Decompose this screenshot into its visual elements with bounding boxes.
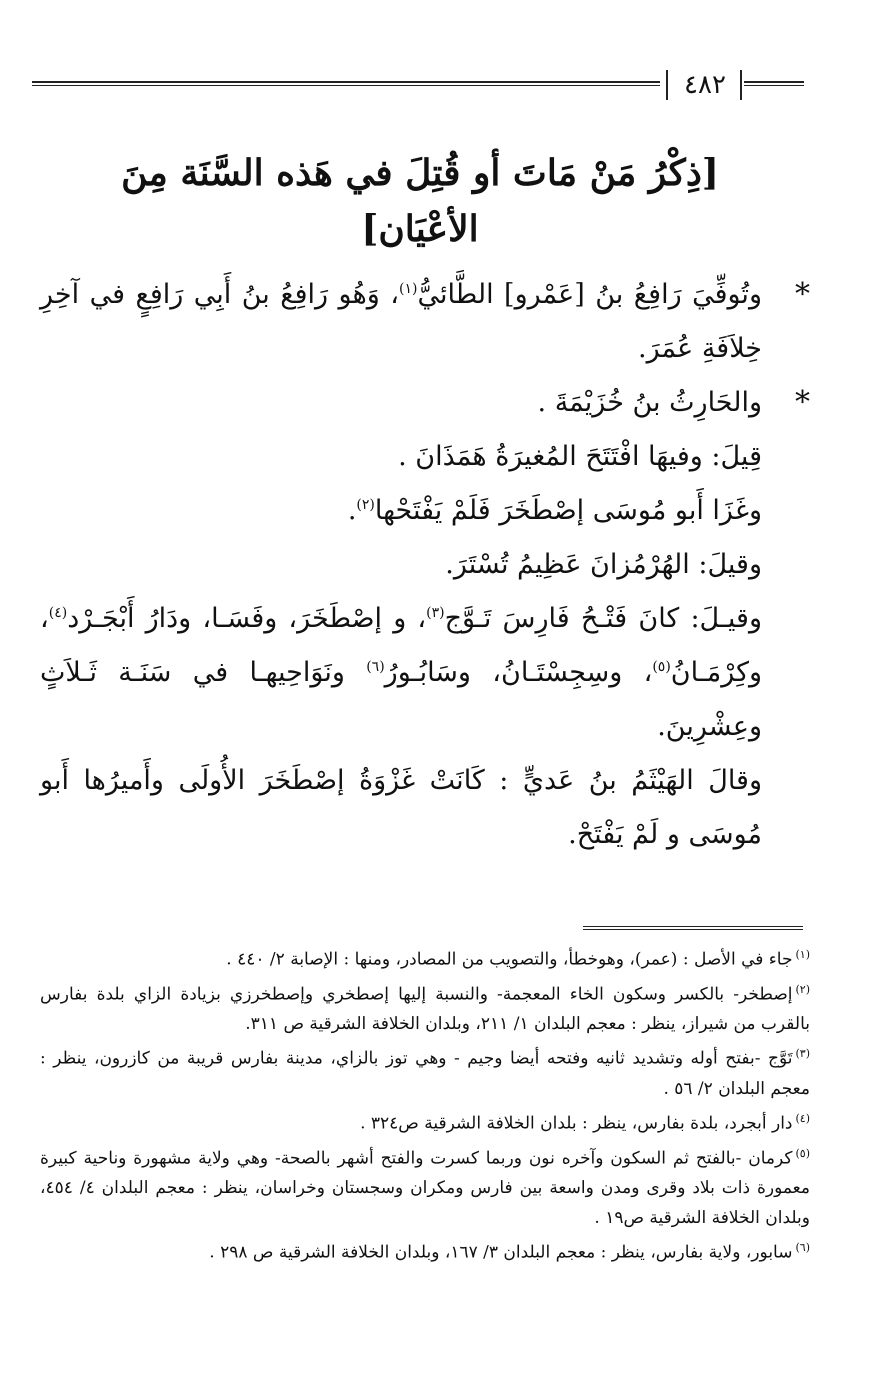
- page-header: [32, 70, 804, 110]
- paragraph-text: وقيلَ: الهُرْمُزانَ عَظِيمُ تُسْتَرَ.: [445, 549, 762, 580]
- footnote: [40, 1233, 810, 1268]
- paragraph: [40, 592, 810, 754]
- footnote-ref[interactable]: (٦): [366, 659, 385, 675]
- footnote-mark: (٢): [795, 982, 810, 996]
- paragraph-text: .: [347, 495, 357, 526]
- paragraph: [40, 538, 810, 592]
- footnote: [40, 1139, 810, 1234]
- footnote-ref[interactable]: (٢): [356, 497, 375, 513]
- footnote-text: جاء في الأصل : (عمر)، وهوخطأ، والتصويب من المصادر، ومنها : الإصابة ٢/ ٤٤٠ .: [226, 949, 793, 970]
- footnote: [40, 1104, 810, 1139]
- paragraph: [40, 484, 810, 538]
- paragraph: [40, 754, 810, 862]
- header-rule-left: [32, 81, 660, 86]
- paragraph-text: وقيـلَ: كانَ فَتْـحُ فَارِسَ تَـوَّج: [444, 603, 762, 634]
- paragraph: [40, 430, 810, 484]
- footnote-ref[interactable]: (٤): [48, 605, 68, 621]
- footnote-text: دار أبجرد، بلدة بفارس، ينظر : بلدان الخلافة الشرقية ص٣٢٤ .: [360, 1113, 793, 1134]
- main-text: [40, 268, 810, 862]
- section-title: [ذِكْرُ مَنْ مَاتَ أو قُتِلَ في هَذه السَّنَة مِنَ الأعْيَان]: [121, 152, 719, 250]
- footnote-mark: (٤): [795, 1111, 810, 1125]
- footnote-mark: (٦): [795, 1241, 810, 1255]
- footnote-ref[interactable]: (٥): [652, 659, 671, 675]
- footnote: [40, 940, 810, 975]
- footnote-mark: (٥): [795, 1146, 810, 1160]
- footnote-text: كرمان -بالفتح ثم السكون وآخره نون وربما كسرت والفتح أشهر بالصحة- وهي ولاية مشهورة وناحية كبيرة معمورة ذات بلاد وقرى ومدن واسعة بين فارس ومكران وسجستان وخراسان، ينظر : معجم البلدان ٤/ ٤٥٤، وبلدان الخلافة الشرقية ص١٩ .: [40, 1148, 810, 1229]
- paragraph: [40, 268, 810, 376]
- footnote: [40, 975, 810, 1040]
- footnote-text: تَوَّج -بفتح أوله وتشديد ثانيه وفتحه أيضا وجيم - وهي توز بالزاي، مدينة بفارس قريبة من كازرون، ينظر : معجم البلدان ٢/ ٥٦ .: [40, 1048, 810, 1099]
- footnote-separator: [583, 926, 803, 930]
- paragraph-text: وتُوفِّيَ رَافِعُ بنُ [عَمْرو] الطَّائيُّ: [417, 279, 762, 310]
- header-bar: [666, 70, 668, 100]
- footnote-ref[interactable]: (٣): [426, 605, 445, 621]
- footnote-ref[interactable]: (١): [398, 281, 418, 297]
- footnotes: [40, 940, 810, 1268]
- footnote: [40, 1039, 810, 1104]
- paragraph-text: ، وسِجِسْتَـانُ، وسَابُـورُ: [384, 657, 653, 688]
- paragraph: [40, 376, 810, 430]
- paragraph-text: ، و إصْطَخَرَ، وفَسَـا، ودَارُ أَبْجَـرْد: [67, 603, 427, 634]
- footnote-mark: (٣): [795, 1047, 810, 1061]
- bullet-star: *: [795, 277, 810, 312]
- paragraph-text: والحَارِثُ بنُ خُزَيْمَةَ .: [537, 387, 762, 418]
- header-rule-right: [744, 81, 804, 86]
- paragraph-text: ونَوَاحِيهـا في سَنَـة ثَـلاَثٍ وعِشْرِينَ.: [40, 657, 762, 742]
- paragraph-text: ، وَهُو رَافِعُ بنُ أَبِي رَافِعٍ في آخِرِ خِلاَفَةِ عُمَرَ.: [40, 279, 762, 364]
- bullet-star: *: [795, 385, 810, 420]
- footnote-text: إصطخر- بالكسر وسكون الخاء المعجمة- والنسبة إليها إصطخري وإصطخرزي بزيادة الزاي بلدة بفارس بالقرب من شيراز، ينظر : معجم البلدان ١/ ٢١١، وبلدان الخلافة الشرقية ص ٣١١.: [40, 984, 810, 1035]
- footnote-mark: (١): [795, 948, 810, 961]
- paragraph-text: وغَزَا أَبو مُوسَى إصْطَخَرَ فَلَمْ يَفْتَحْها: [374, 495, 762, 526]
- page-number: ٤٨٢: [684, 70, 726, 100]
- header-bar: [740, 70, 742, 100]
- paragraph-text: قِيلَ: وفيهَا افْتَتَحَ المُغيرَةُ هَمَذَانَ .: [398, 441, 762, 472]
- footnote-text: سابور، ولاية بفارس، ينظر : معجم البلدان ٣/ ١٦٧، وبلدان الخلافة الشرقية ص ٢٩٨ .: [209, 1242, 793, 1263]
- paragraph-text: ، وكِرْمَـانُ: [40, 603, 763, 688]
- paragraph-text: وقالَ الهَيْثَمُ بنُ عَديٍّ : كَانَتْ غَزْوَةُ إصْطَخَرَ الأُولَى وأَميرُها أَبو مُوسَى و لَمْ يَفْتَحْ.: [40, 765, 762, 850]
